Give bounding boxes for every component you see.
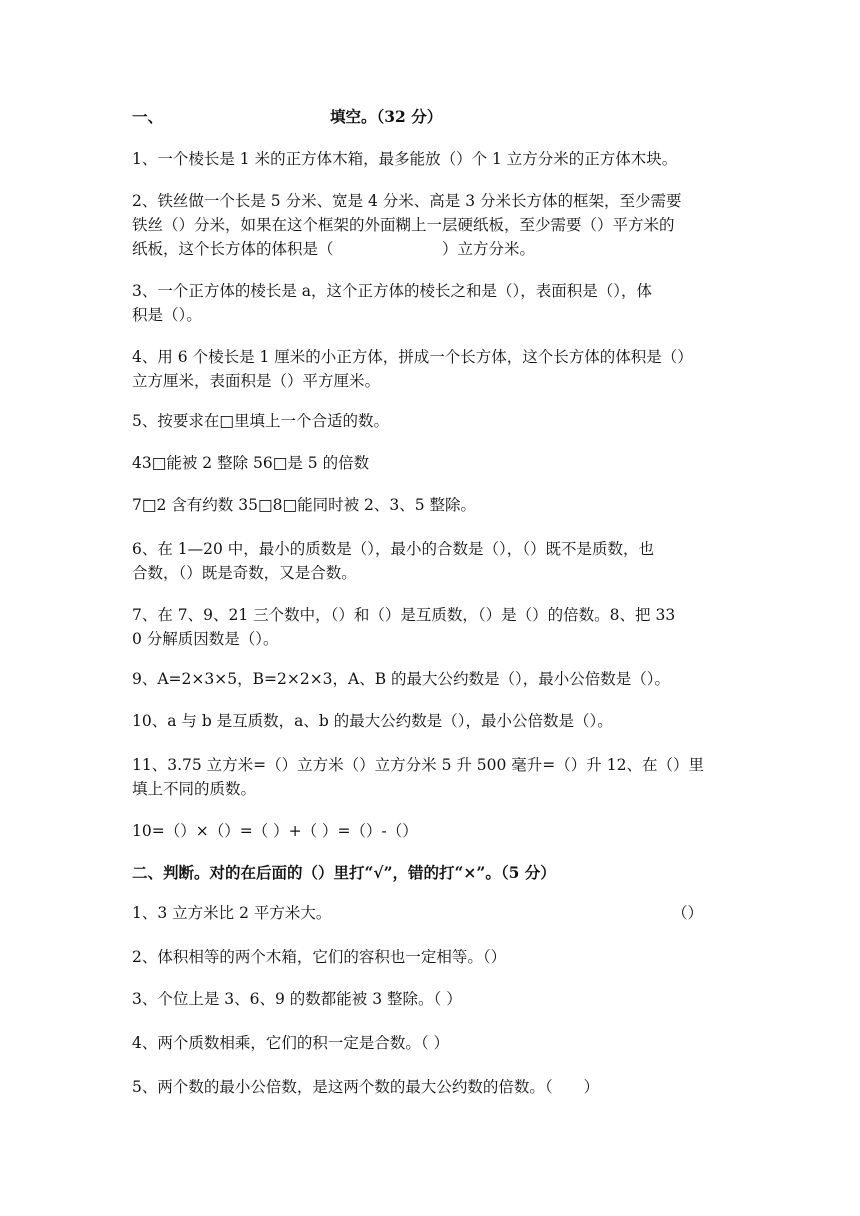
- question-4-line-2: 立方厘米，表面积是（）平方厘米。: [132, 372, 381, 390]
- question-5-part-1: 43□能被 2 整除 56□是 5 的倍数: [132, 454, 370, 472]
- section-1-title: 填空。（32 分）: [330, 107, 443, 126]
- question-5: 5、按要求在□里填上一个合适的数。: [132, 412, 390, 430]
- section-1-number: 一、: [132, 107, 164, 126]
- question-3-line-1: 3、一个正方体的棱长是 a，这个正方体的棱长之和是（），表面积是（），体: [132, 282, 653, 300]
- question-11-line-2: 填上不同的质数。: [132, 780, 257, 798]
- question-6-line-1: 6、在 1—20 中，最小的质数是（），最小的合数是（），（）既不是质数，也: [132, 540, 655, 558]
- question-5-part-2: 7□2 含有约数 35□8□能同时被 2、3、5 整除。: [132, 496, 477, 514]
- judge-item-5: 5、两个数的最小公倍数，是这两个数的最大公约数的倍数。（ ）: [132, 1078, 600, 1096]
- question-6-line-2: 合数，（）既是奇数，又是合数。: [132, 564, 357, 582]
- question-1: 1、一个棱长是 1 米的正方体木箱，最多能放（）个 1 立方分米的正方体木块。: [132, 150, 678, 168]
- section-2-title: 二、判断。对的在后面的（）里打“√”，错的打“×”。（5 分）: [132, 863, 556, 882]
- question-3-line-2: 积是（）。: [132, 306, 202, 324]
- question-7-line-2: 0 分解质因数是（）。: [132, 630, 279, 648]
- question-4-line-1: 4、用 6 个棱长是 1 厘米的小正方体，拼成一个长方体，这个长方体的体积是（）: [132, 348, 693, 366]
- judge-item-2: 2、体积相等的两个木箱，它们的容积也一定相等。（）: [132, 948, 507, 966]
- judge-item-3: 3、个位上是 3、6、9 的数都能被 3 整除。（ ）: [132, 990, 462, 1008]
- judge-item-4: 4、两个质数相乘，它们的积一定是合数。（ ）: [132, 1034, 450, 1052]
- question-10: 10、a 与 b 是互质数，a、b 的最大公约数是（），最小公倍数是（）。: [132, 712, 613, 730]
- question-9: 9、A=2×3×5，B=2×2×3，A、B 的最大公约数是（），最小公倍数是（）。: [132, 670, 671, 688]
- question-2-line-3: 纸板，这个长方体的体积是（ ）立方分米。: [132, 240, 536, 258]
- judge-item-1-blank: （）: [672, 904, 704, 922]
- question-12-equation: 10=（）×（）=（ ）+（ ）=（）-（）: [132, 822, 418, 840]
- question-2-line-1: 2、铁丝做一个长是 5 分米、宽是 4 分米、高是 3 分米长方体的框架，至少需要: [132, 192, 682, 210]
- question-2-line-2: 铁丝（）分米，如果在这个框架的外面糊上一层硬纸板，至少需要（）平方米的: [132, 216, 675, 234]
- question-7-line-1: 7、在 7、9、21 三个数中，（）和（）是互质数，（）是（）的倍数。8、把 33: [132, 606, 676, 624]
- judge-item-1: 1、3 立方米比 2 平方米大。: [132, 904, 332, 922]
- question-11-line-1: 11、3.75 立方米=（）立方米（）立方分米 5 升 500 毫升=（）升 12、在（）里: [132, 756, 704, 774]
